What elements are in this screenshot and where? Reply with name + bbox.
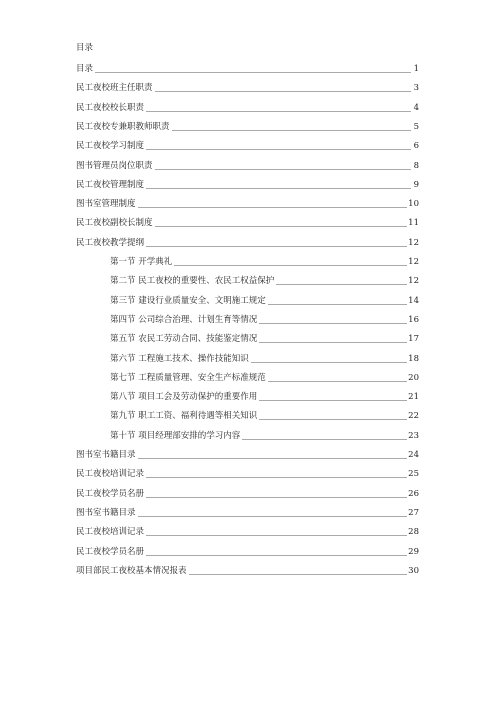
toc-entry-label: 图书室书籍目录 [76,450,136,460]
toc-entry[interactable] [76,100,419,114]
toc-page-number: 12 [408,237,419,248]
toc-entry[interactable] [76,80,419,94]
toc-dot-leader [146,149,411,150]
toc-dot-leader [138,516,408,517]
toc-entry[interactable] [76,196,419,210]
toc-page-number: 16 [408,314,419,325]
toc-dot-leader [146,188,411,189]
toc-entry[interactable] [76,563,419,577]
toc-dot-leader [259,323,407,324]
toc-entry[interactable] [110,312,419,326]
toc-dot-leader [138,458,408,459]
toc-entry[interactable] [110,370,419,384]
toc-dot-leader [268,304,407,305]
toc-entry-label: 民工夜校班主任职责 [76,83,153,94]
toc-page-number: 6 [413,141,419,152]
toc-entry-label: 民工夜校校长职责 [76,102,145,113]
toc-page-number: 14 [408,295,419,306]
toc-page-number: 28 [408,527,419,538]
toc-dot-leader [189,574,408,575]
toc-page-number: 20 [408,372,419,383]
toc-dot-leader [276,284,407,285]
toc-entry-label: 民工夜校教学提纲 [76,237,145,248]
toc-dot-leader [242,439,407,440]
toc-page-number: 12 [408,276,419,287]
toc-entry-label: 民工夜校学员名册 [76,546,145,557]
toc-entry-label: 图书管理员岗位职责 [76,160,153,171]
toc-heading: 目录 [76,43,94,53]
toc-dot-leader [146,555,407,556]
toc-page-number: 17 [408,334,419,345]
toc-entry-label: 民工夜校培训记录 [76,527,145,538]
toc-entry[interactable] [110,351,419,365]
toc-page-number: 26 [408,488,419,499]
toc-page-number: 12 [408,257,419,267]
toc-entry-label: 目录 [76,64,94,74]
toc-entry[interactable] [76,138,419,152]
toc-dot-leader [138,207,408,208]
toc-page-number: 23 [408,430,419,441]
toc-page-number: 11 [408,218,419,229]
toc-dot-leader [146,111,411,112]
toc-entry-label: 民工夜校培训记录 [76,469,145,480]
toc-dot-leader [259,400,407,401]
toc-dot-leader [155,226,408,227]
toc-dot-leader [259,419,407,420]
toc-entry[interactable] [110,254,419,268]
toc-dot-leader [95,72,411,73]
toc-entry[interactable] [76,486,419,500]
toc-entry[interactable] [110,273,419,287]
toc-entry-label: 图书室管理制度 [76,199,136,210]
toc-page-number: 8 [413,160,419,171]
toc-entry[interactable] [110,408,419,422]
toc-page-number: 22 [408,411,419,422]
toc-page-number: 29 [408,546,419,557]
toc-dot-leader [172,130,411,131]
toc-entry-label: 第十节 项目经理部安排的学习内容 [110,430,241,441]
toc-entry[interactable] [76,235,419,249]
toc-dot-leader [146,535,407,536]
toc-dot-leader [155,91,411,92]
toc-entry-label: 第九节 职工工资、福利待遇等相关知识 [110,411,258,422]
toc-entry-label: 第八节 项目工会及劳动保护的重要作用 [110,392,258,403]
toc-entry[interactable] [76,544,419,558]
toc-entry-label: 第六节 工程施工技术、操作技能知识 [110,353,249,364]
toc-entry-label: 民工夜校管理制度 [76,179,145,190]
toc-entry[interactable] [76,215,419,229]
toc-entry-label: 民工夜校学员名册 [76,488,145,499]
toc-entry[interactable] [76,119,419,133]
toc-dot-leader [146,246,407,247]
toc-entry[interactable] [76,524,419,538]
toc-entry-label: 第四节 公司综合治理、计划生育等情况 [110,314,258,325]
toc-dot-leader [146,497,407,498]
toc-entry[interactable] [110,331,419,345]
toc-page-number: 25 [408,469,419,480]
toc-entry-label: 项目部民工夜校基本情况报表 [76,565,187,576]
toc-entry-label: 图书室书籍目录 [76,507,136,518]
toc-entry-label: 第一节 开学典礼 [110,257,173,267]
toc-page-number: 24 [408,450,419,460]
toc-entry[interactable] [76,158,419,172]
toc-entry-label: 民工夜校专兼职教师职责 [76,121,170,132]
toc-entry-label: 第五节 农民工劳动合同、技能鉴定情况 [110,334,258,345]
toc-dot-leader [268,381,407,382]
toc-dot-leader [155,169,411,170]
toc-page-number: 21 [408,392,419,403]
toc-page-number: 27 [408,507,419,518]
toc-page-number: 9 [413,179,419,190]
toc-entry[interactable] [76,466,419,480]
toc-dot-leader [251,362,407,363]
toc-page-number: 18 [408,353,419,364]
toc-entry-label: 第三节 建设行业质量安全、文明施工规定 [110,295,266,306]
toc-entry[interactable] [76,177,419,191]
toc-entry[interactable] [110,293,419,307]
toc-page-number: 4 [413,102,419,113]
toc-entry[interactable] [110,428,419,442]
toc-page-number: 10 [408,199,419,210]
toc-entry[interactable] [76,447,419,461]
toc-page-number: 5 [413,121,419,132]
toc-entry[interactable] [110,389,419,403]
toc-entry[interactable] [76,505,419,519]
toc-entry-label: 第七节 工程质量管理、安全生产标准规范 [110,372,266,383]
toc-entry-label: 民工夜校副校长制度 [76,218,153,229]
toc-dot-leader [146,477,407,478]
toc-page-number: 3 [413,83,419,94]
toc-entry-label: 民工夜校学习制度 [76,141,145,152]
toc-entry-label: 第二节 民工夜校的重要性、农民工权益保护 [110,276,275,287]
toc-page-number: 30 [408,565,419,576]
toc-page-number: 1 [413,64,419,74]
toc-dot-leader [174,265,407,266]
toc-entry[interactable] [76,61,419,75]
toc-dot-leader [259,342,407,343]
